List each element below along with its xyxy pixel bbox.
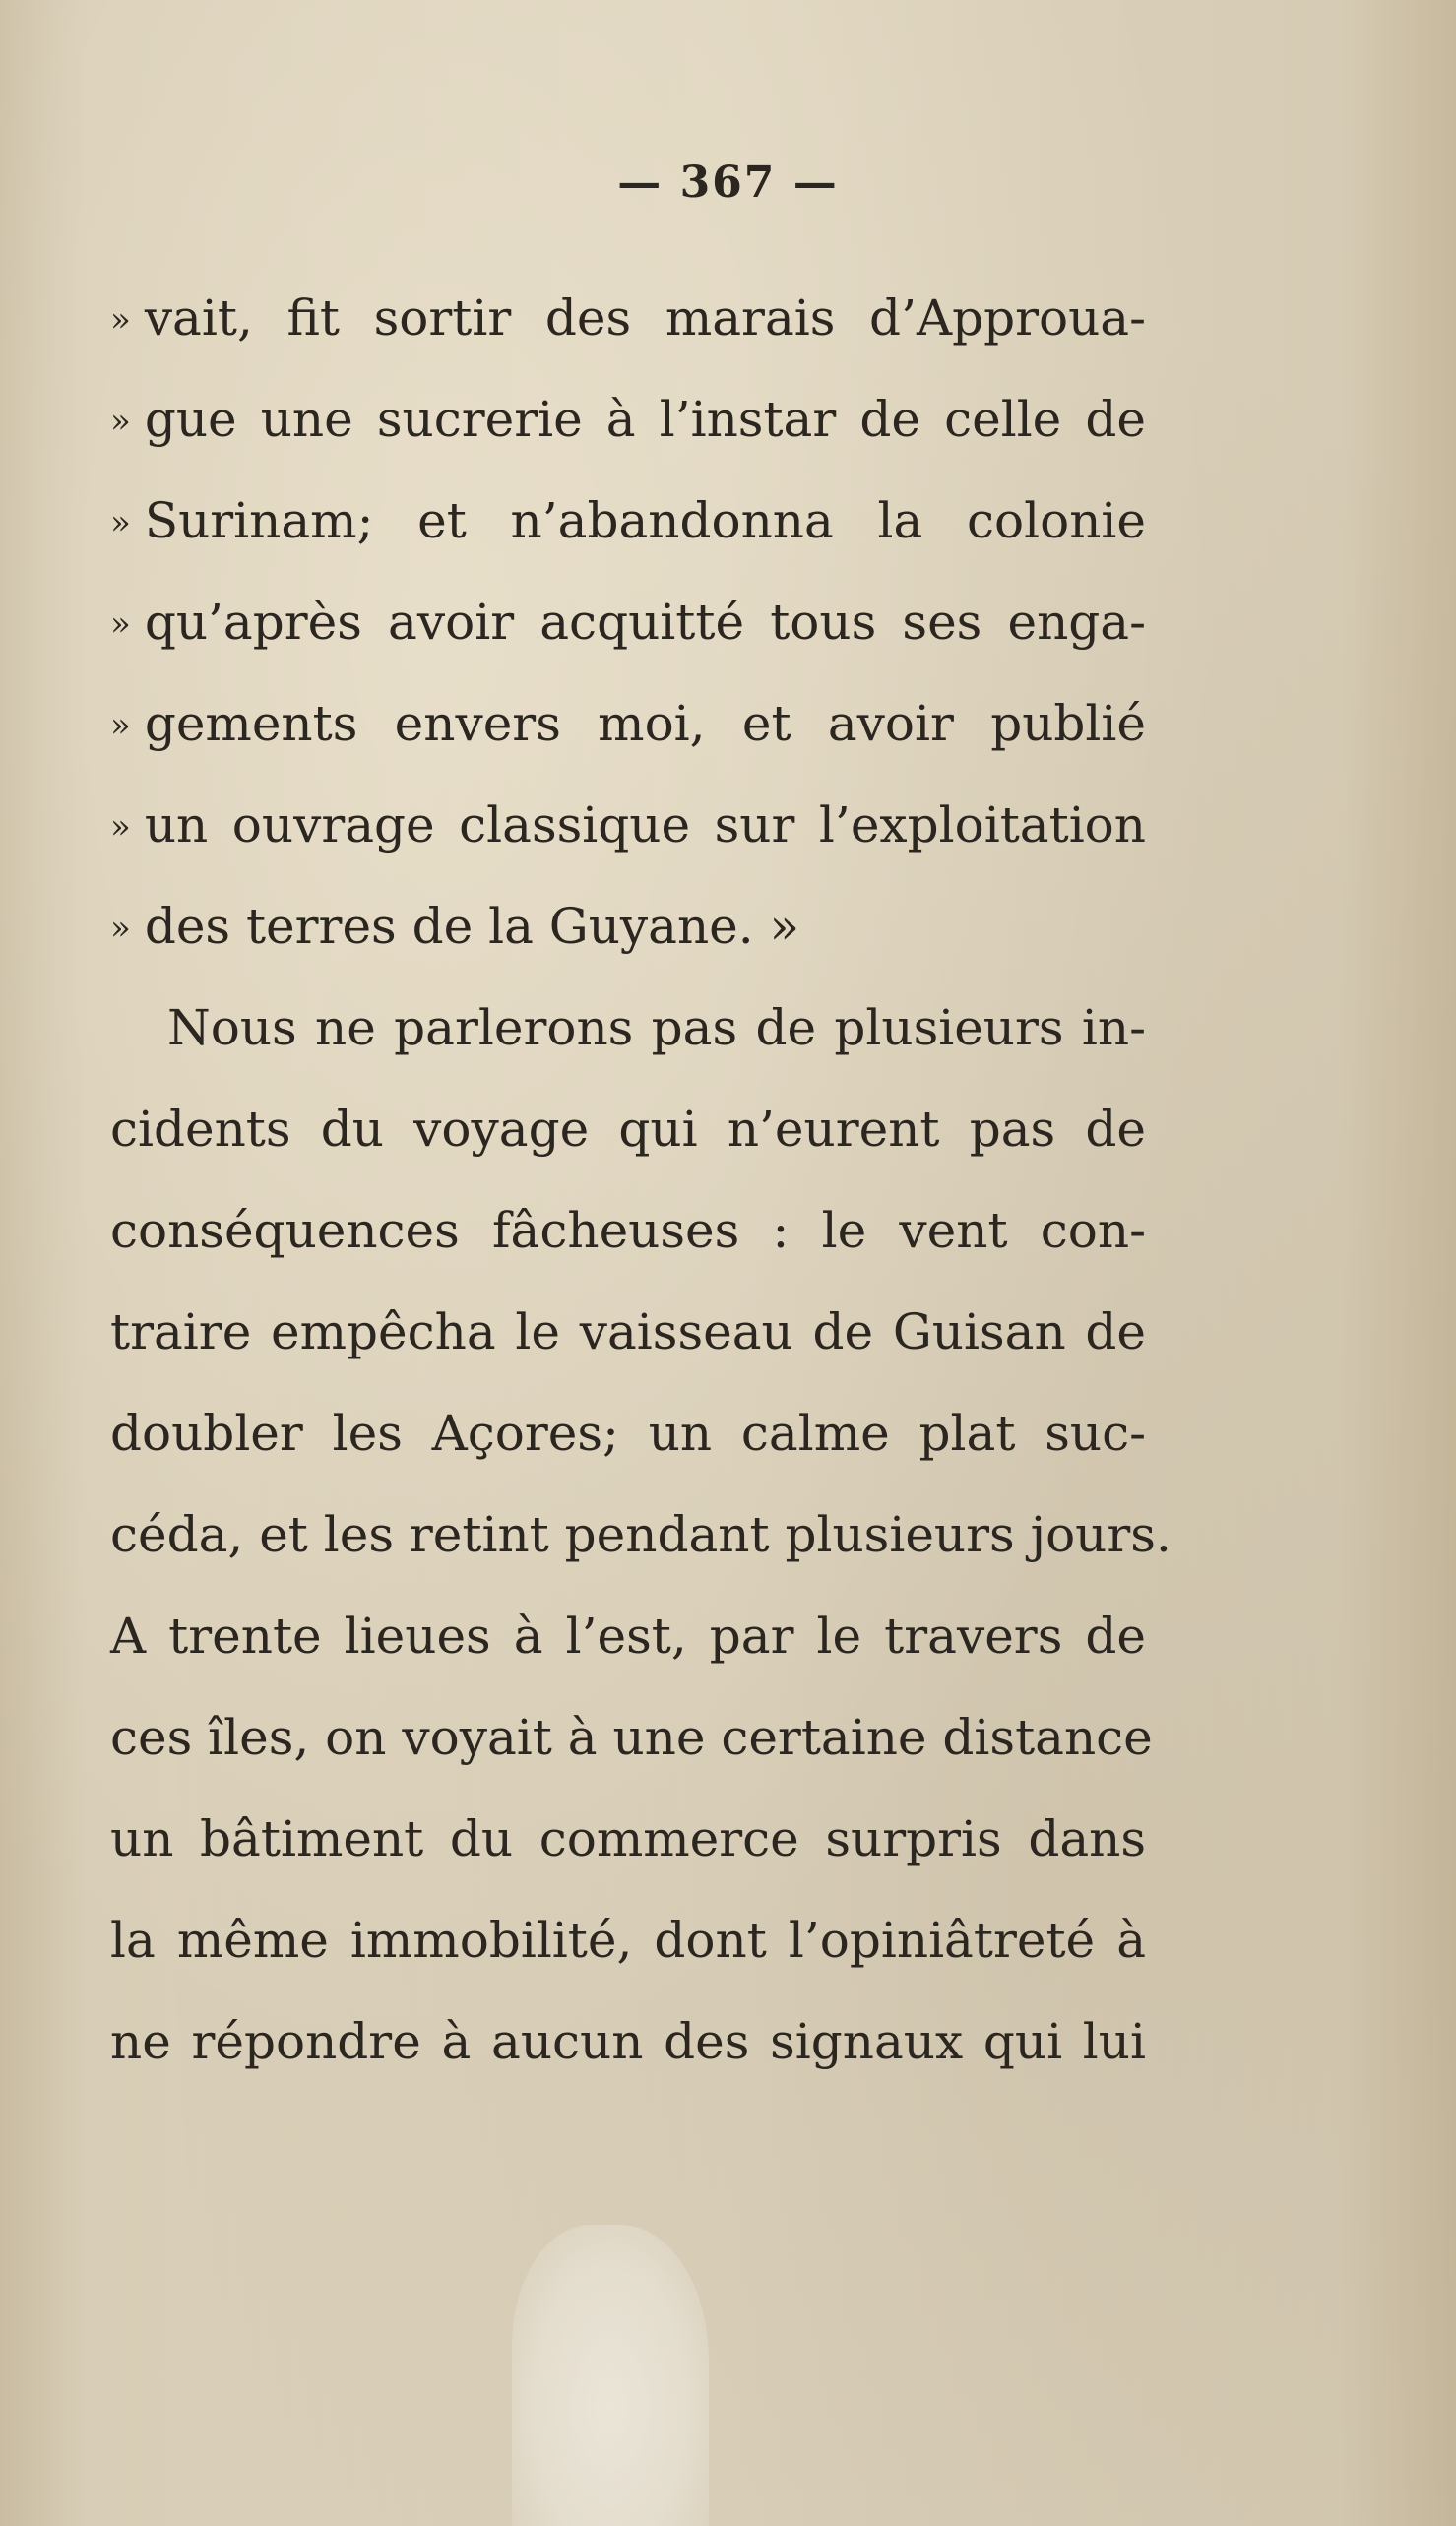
quote-mark: » (110, 706, 131, 745)
text-line: céda, et les retint pendant plusieurs jours. (110, 1506, 1171, 1563)
text-line: un bâtiment du commerce surpris dans (110, 1810, 1146, 1867)
text-line: A trente lieues à l’est, par le travers de (110, 1608, 1146, 1665)
text-line: » des terres de la Guyane. » (110, 898, 800, 955)
text-line: » gue une sucrerie à l’instar de celle de (110, 391, 1146, 448)
text-line: la même immobilité, dont l’opiniâtreté à (110, 1912, 1146, 1969)
quote-mark: » (110, 807, 131, 847)
quote-mark: » (110, 604, 131, 644)
paper-stain (512, 2225, 709, 2526)
text-line: cidents du voyage qui n’eurent pas de (110, 1101, 1146, 1158)
text-line: » gements envers moi, et avoir publié (110, 695, 1146, 752)
quote-mark: » (110, 402, 131, 441)
text-line: » qu’après avoir acquitté tous ses enga- (110, 594, 1146, 651)
text-line: ces îles, on voyait à une certaine distance (110, 1709, 1153, 1766)
quote-mark: » (110, 300, 131, 340)
quote-mark: » (110, 909, 131, 948)
body-text (110, 268, 1171, 2093)
text-line: » un ouvrage classique sur l’exploitation (110, 796, 1146, 853)
page-number: — 367 — (617, 158, 839, 208)
text-line: conséquences fâcheuses : le vent con- (110, 1202, 1146, 1259)
text-line: » vait, fit sortir des marais d’Approua- (110, 289, 1146, 347)
paragraph-first-line: Nous ne parlerons pas de plusieurs in- (167, 999, 1146, 1056)
text-line: traire empêcha le vaisseau de Guisan de (110, 1303, 1146, 1360)
text-line: » Surinam; et n’abandonna la colonie (110, 492, 1146, 549)
text-line: doubler les Açores; un calme plat suc- (110, 1405, 1146, 1462)
text-line: ne répondre à aucun des signaux qui lui (110, 2013, 1146, 2070)
quote-mark: » (110, 503, 131, 542)
